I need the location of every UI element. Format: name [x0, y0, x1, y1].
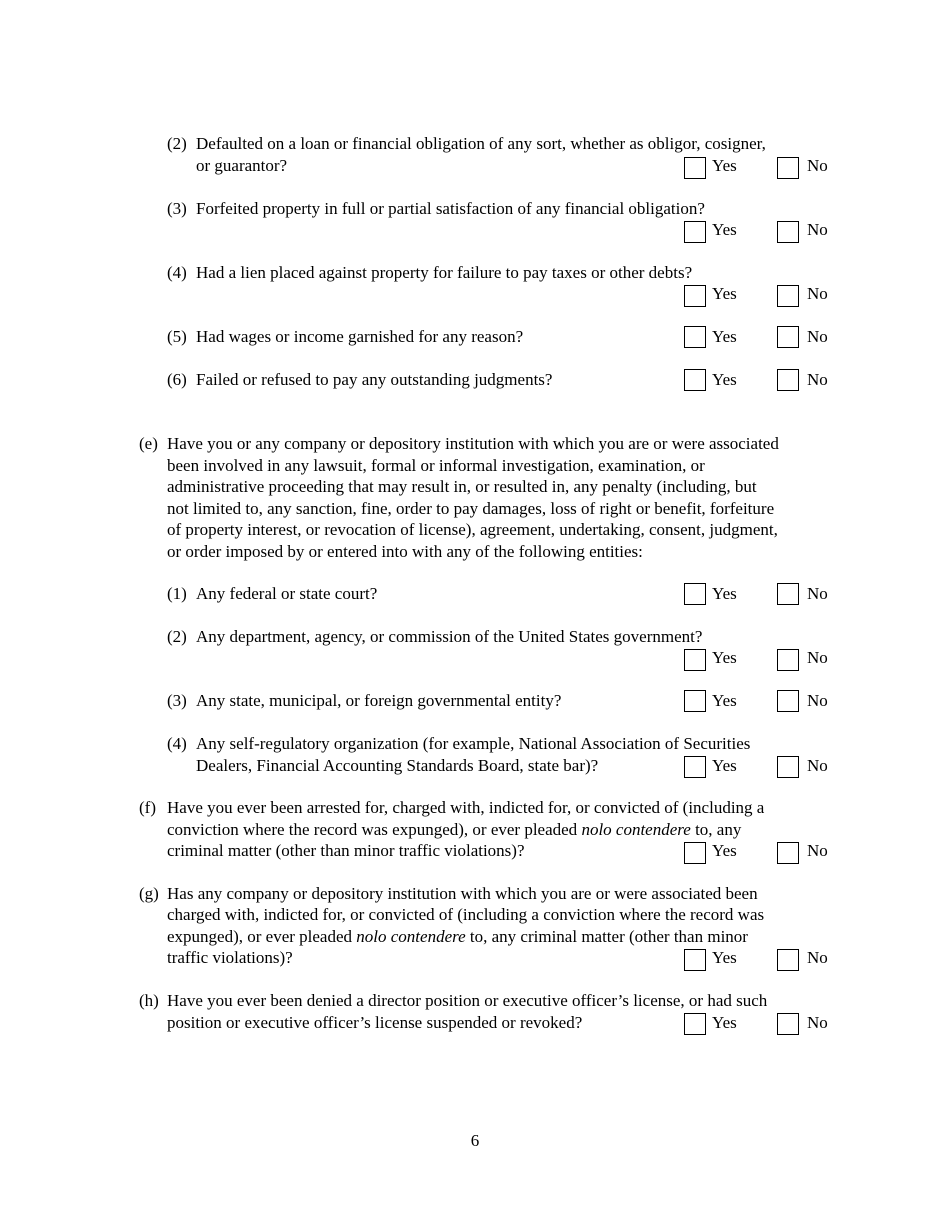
- text-span: to, any: [690, 820, 742, 839]
- section-text: of property interest, or revocation of license), agreement, undertaking, consent, judgment,: [167, 520, 778, 539]
- yes-label: Yes: [712, 156, 737, 175]
- yes-label: Yes: [712, 648, 737, 667]
- section-text: [167, 926, 748, 948]
- page-number: 6: [470, 1131, 480, 1150]
- italic-term: nolo contendere: [581, 820, 691, 839]
- item-number: (2): [167, 134, 187, 153]
- no-checkbox[interactable]: [777, 690, 799, 712]
- question-text: Had a lien placed against property for failure to pay taxes or other debts?: [196, 263, 693, 282]
- no-checkbox[interactable]: [777, 285, 799, 307]
- yes-label: Yes: [712, 1013, 737, 1032]
- no-label: No: [807, 156, 828, 175]
- item-number: (1): [167, 584, 187, 603]
- item-number: (4): [167, 734, 187, 753]
- no-checkbox[interactable]: [777, 949, 799, 971]
- no-label: No: [807, 1013, 828, 1032]
- yes-checkbox[interactable]: [684, 369, 706, 391]
- yes-checkbox[interactable]: [684, 157, 706, 179]
- text-span: expunged), or ever pleaded: [167, 927, 357, 946]
- section-text: Have you ever been denied a director position or executive officer’s license, or had such: [167, 991, 768, 1010]
- yes-checkbox[interactable]: [684, 842, 706, 864]
- yes-checkbox[interactable]: [684, 1013, 706, 1035]
- no-label: No: [807, 691, 828, 710]
- question-text: Any state, municipal, or foreign governmental entity?: [196, 691, 562, 710]
- yes-label: Yes: [712, 370, 737, 389]
- question-text: Forfeited property in full or partial satisfaction of any financial obligation?: [196, 199, 705, 218]
- yes-checkbox[interactable]: [684, 221, 706, 243]
- text-span: to, any criminal matter (other than minor: [465, 927, 748, 946]
- no-checkbox[interactable]: [777, 1013, 799, 1035]
- item-number: (3): [167, 199, 187, 218]
- section-text: not limited to, any sanction, fine, order to pay damages, loss of right or benefit, forfeiture: [167, 499, 775, 518]
- question-text: Dealers, Financial Accounting Standards Board, state bar)?: [196, 756, 599, 775]
- no-label: No: [807, 756, 828, 775]
- item-number: (3): [167, 691, 187, 710]
- item-number: (5): [167, 327, 187, 346]
- no-checkbox[interactable]: [777, 583, 799, 605]
- yes-checkbox[interactable]: [684, 756, 706, 778]
- no-checkbox[interactable]: [777, 756, 799, 778]
- item-number: (2): [167, 627, 187, 646]
- yes-checkbox[interactable]: [684, 326, 706, 348]
- no-checkbox[interactable]: [777, 157, 799, 179]
- section-text: Has any company or depository institution with which you are or were associated been: [167, 884, 758, 903]
- no-label: No: [807, 370, 828, 389]
- section-text: Have you or any company or depository institution with which you are or were associated: [167, 434, 779, 453]
- section-text: or order imposed by or entered into with any of the following entities:: [167, 542, 643, 561]
- yes-checkbox[interactable]: [684, 649, 706, 671]
- text-span: conviction where the record was expunged), or ever pleaded: [167, 820, 582, 839]
- yes-label: Yes: [712, 284, 737, 303]
- yes-label: Yes: [712, 841, 737, 860]
- no-checkbox[interactable]: [777, 369, 799, 391]
- question-text: Defaulted on a loan or financial obligation of any sort, whether as obligor, cosigner,: [196, 134, 766, 153]
- question-text: Any federal or state court?: [196, 584, 378, 603]
- no-label: No: [807, 948, 828, 967]
- section-label: (f): [139, 798, 156, 817]
- section-text: traffic violations)?: [167, 948, 293, 967]
- no-label: No: [807, 841, 828, 860]
- yes-label: Yes: [712, 220, 737, 239]
- no-checkbox[interactable]: [777, 842, 799, 864]
- section-text: Have you ever been arrested for, charged with, indicted for, or convicted of (including a: [167, 798, 765, 817]
- question-text: Failed or refused to pay any outstanding judgments?: [196, 370, 553, 389]
- no-label: No: [807, 584, 828, 603]
- yes-checkbox[interactable]: [684, 583, 706, 605]
- item-number: (4): [167, 263, 187, 282]
- no-label: No: [807, 327, 828, 346]
- no-label: No: [807, 220, 828, 239]
- section-text: [167, 819, 741, 841]
- item-number: (6): [167, 370, 187, 389]
- section-label: (h): [139, 991, 159, 1010]
- yes-checkbox[interactable]: [684, 690, 706, 712]
- no-checkbox[interactable]: [777, 649, 799, 671]
- no-label: No: [807, 648, 828, 667]
- section-text: administrative proceeding that may result in, or resulted in, any penalty (including, but: [167, 477, 757, 496]
- no-label: No: [807, 284, 828, 303]
- no-checkbox[interactable]: [777, 326, 799, 348]
- section-text: charged with, indicted for, or convicted of (including a conviction where the record was: [167, 905, 765, 924]
- question-text: Any department, agency, or commission of the United States government?: [196, 627, 703, 646]
- section-text: criminal matter (other than minor traffic violations)?: [167, 841, 525, 860]
- yes-label: Yes: [712, 327, 737, 346]
- yes-checkbox[interactable]: [684, 285, 706, 307]
- section-label: (g): [139, 884, 159, 903]
- yes-checkbox[interactable]: [684, 949, 706, 971]
- yes-label: Yes: [712, 584, 737, 603]
- question-text: Had wages or income garnished for any reason?: [196, 327, 524, 346]
- question-text: or guarantor?: [196, 156, 288, 175]
- section-label: (e): [139, 434, 158, 453]
- yes-label: Yes: [712, 948, 737, 967]
- italic-term: nolo contendere: [356, 927, 466, 946]
- yes-label: Yes: [712, 691, 737, 710]
- yes-label: Yes: [712, 756, 737, 775]
- section-text: position or executive officer’s license suspended or revoked?: [167, 1013, 583, 1032]
- no-checkbox[interactable]: [777, 221, 799, 243]
- question-text: Any self-regulatory organization (for example, National Association of Securities: [196, 734, 751, 753]
- section-text: been involved in any lawsuit, formal or informal investigation, examination, or: [167, 456, 705, 475]
